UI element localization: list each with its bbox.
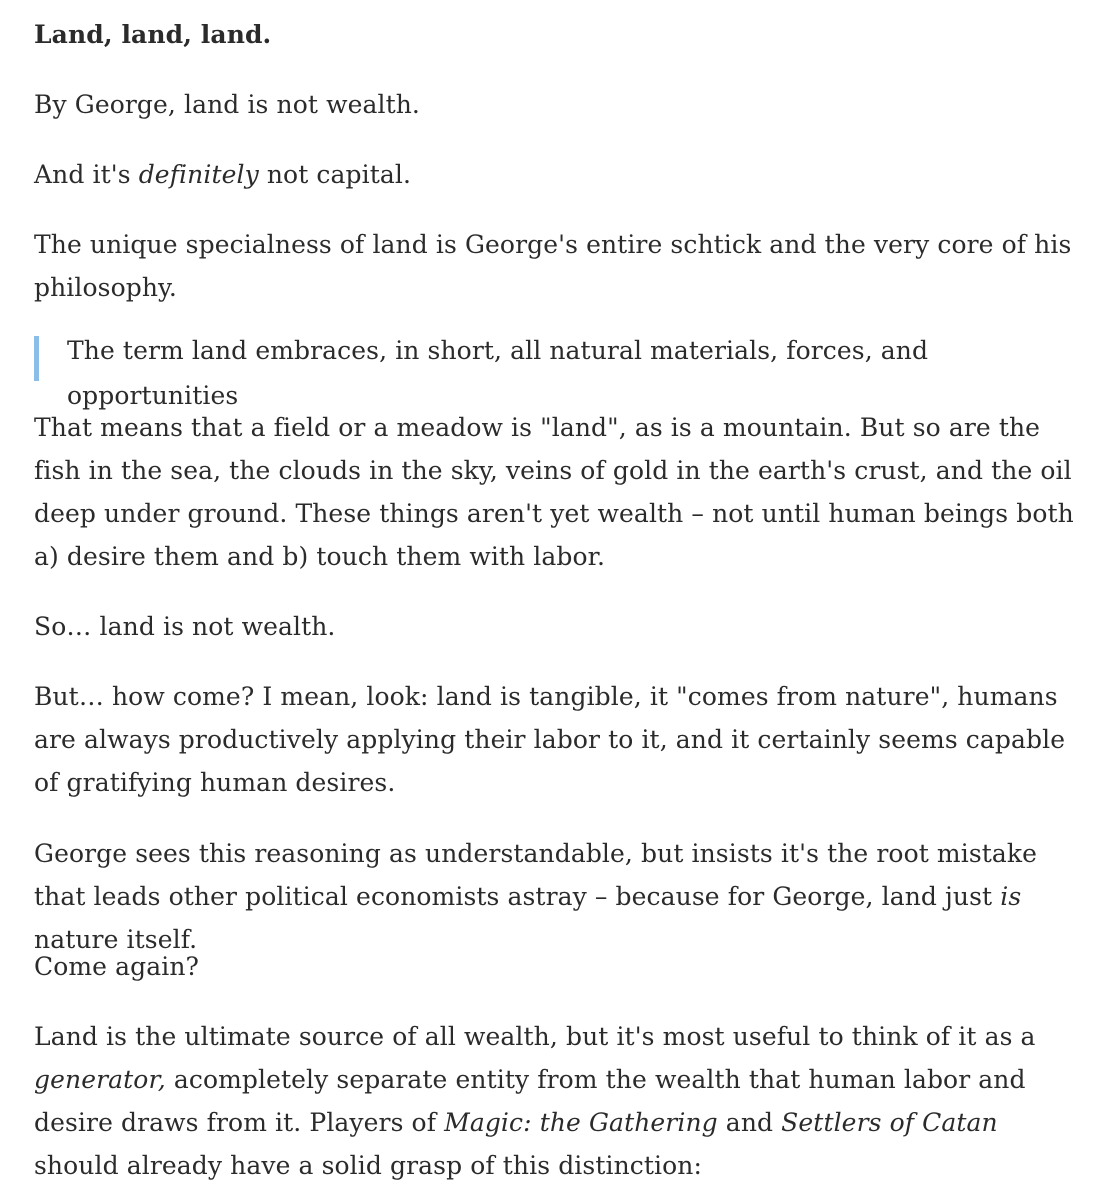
paragraph-so: So… land is not wealth.	[34, 612, 336, 641]
paragraph-george-sees	[34, 832, 1085, 961]
paragraph-field: That means that a field or a meadow is "land", as is a mountain. But so are the fish in the sea, the clouds in the sky, veins of gold in the earth's crust, and the oil deep under ground. These things aren't yet wealth – not until human beings both a) desire them and b) touch them with labor.	[34, 413, 1074, 571]
paragraph-come-again: Come again?	[34, 952, 200, 981]
paragraph-specialness: The unique specialness of land is George's entire schtick and the very core of his philosophy.	[34, 230, 1072, 302]
paragraph-capital	[34, 153, 1075, 196]
text-span: not capital.	[258, 160, 412, 189]
emphasis-text: generator,	[34, 1065, 166, 1094]
section-heading: Land, land, land.	[34, 20, 272, 49]
emphasis-text: definitely	[138, 160, 259, 189]
text-span: and	[717, 1108, 782, 1137]
blockquote	[34, 336, 1075, 410]
emphasis-text: Magic: the Gathering	[444, 1108, 718, 1137]
text-span: And it's	[34, 160, 139, 189]
paragraph-wealth: By George, land is not wealth.	[34, 90, 420, 119]
paragraph-ultimate	[34, 1015, 1077, 1187]
blockquote-text: The term land embraces, in short, all natural materials, forces, and opportunities	[67, 336, 929, 410]
emphasis-text: is	[1000, 882, 1022, 911]
text-span: should already have a solid grasp of this distinction:	[34, 1151, 702, 1180]
paragraph-but: But… how come? I mean, look: land is tangible, it "comes from nature", humans are always productively applying their labor to it, and it certainly seems capable of gratifying human desires.	[34, 682, 1066, 797]
emphasis-text: Settlers of Catan	[781, 1108, 998, 1137]
text-span: nature itself.	[34, 925, 198, 954]
text-span: George sees this reasoning as understandable, but insists it's the root mistake that leads other political economists astray – because for George, land just	[34, 839, 1038, 911]
text-span: Land is the ultimate source of all wealth, but it's most useful to think of it as a	[34, 1022, 1036, 1051]
text-span: acompletely separate entity from the wealth that human labor and desire draws from it. Players of	[34, 1065, 1026, 1137]
